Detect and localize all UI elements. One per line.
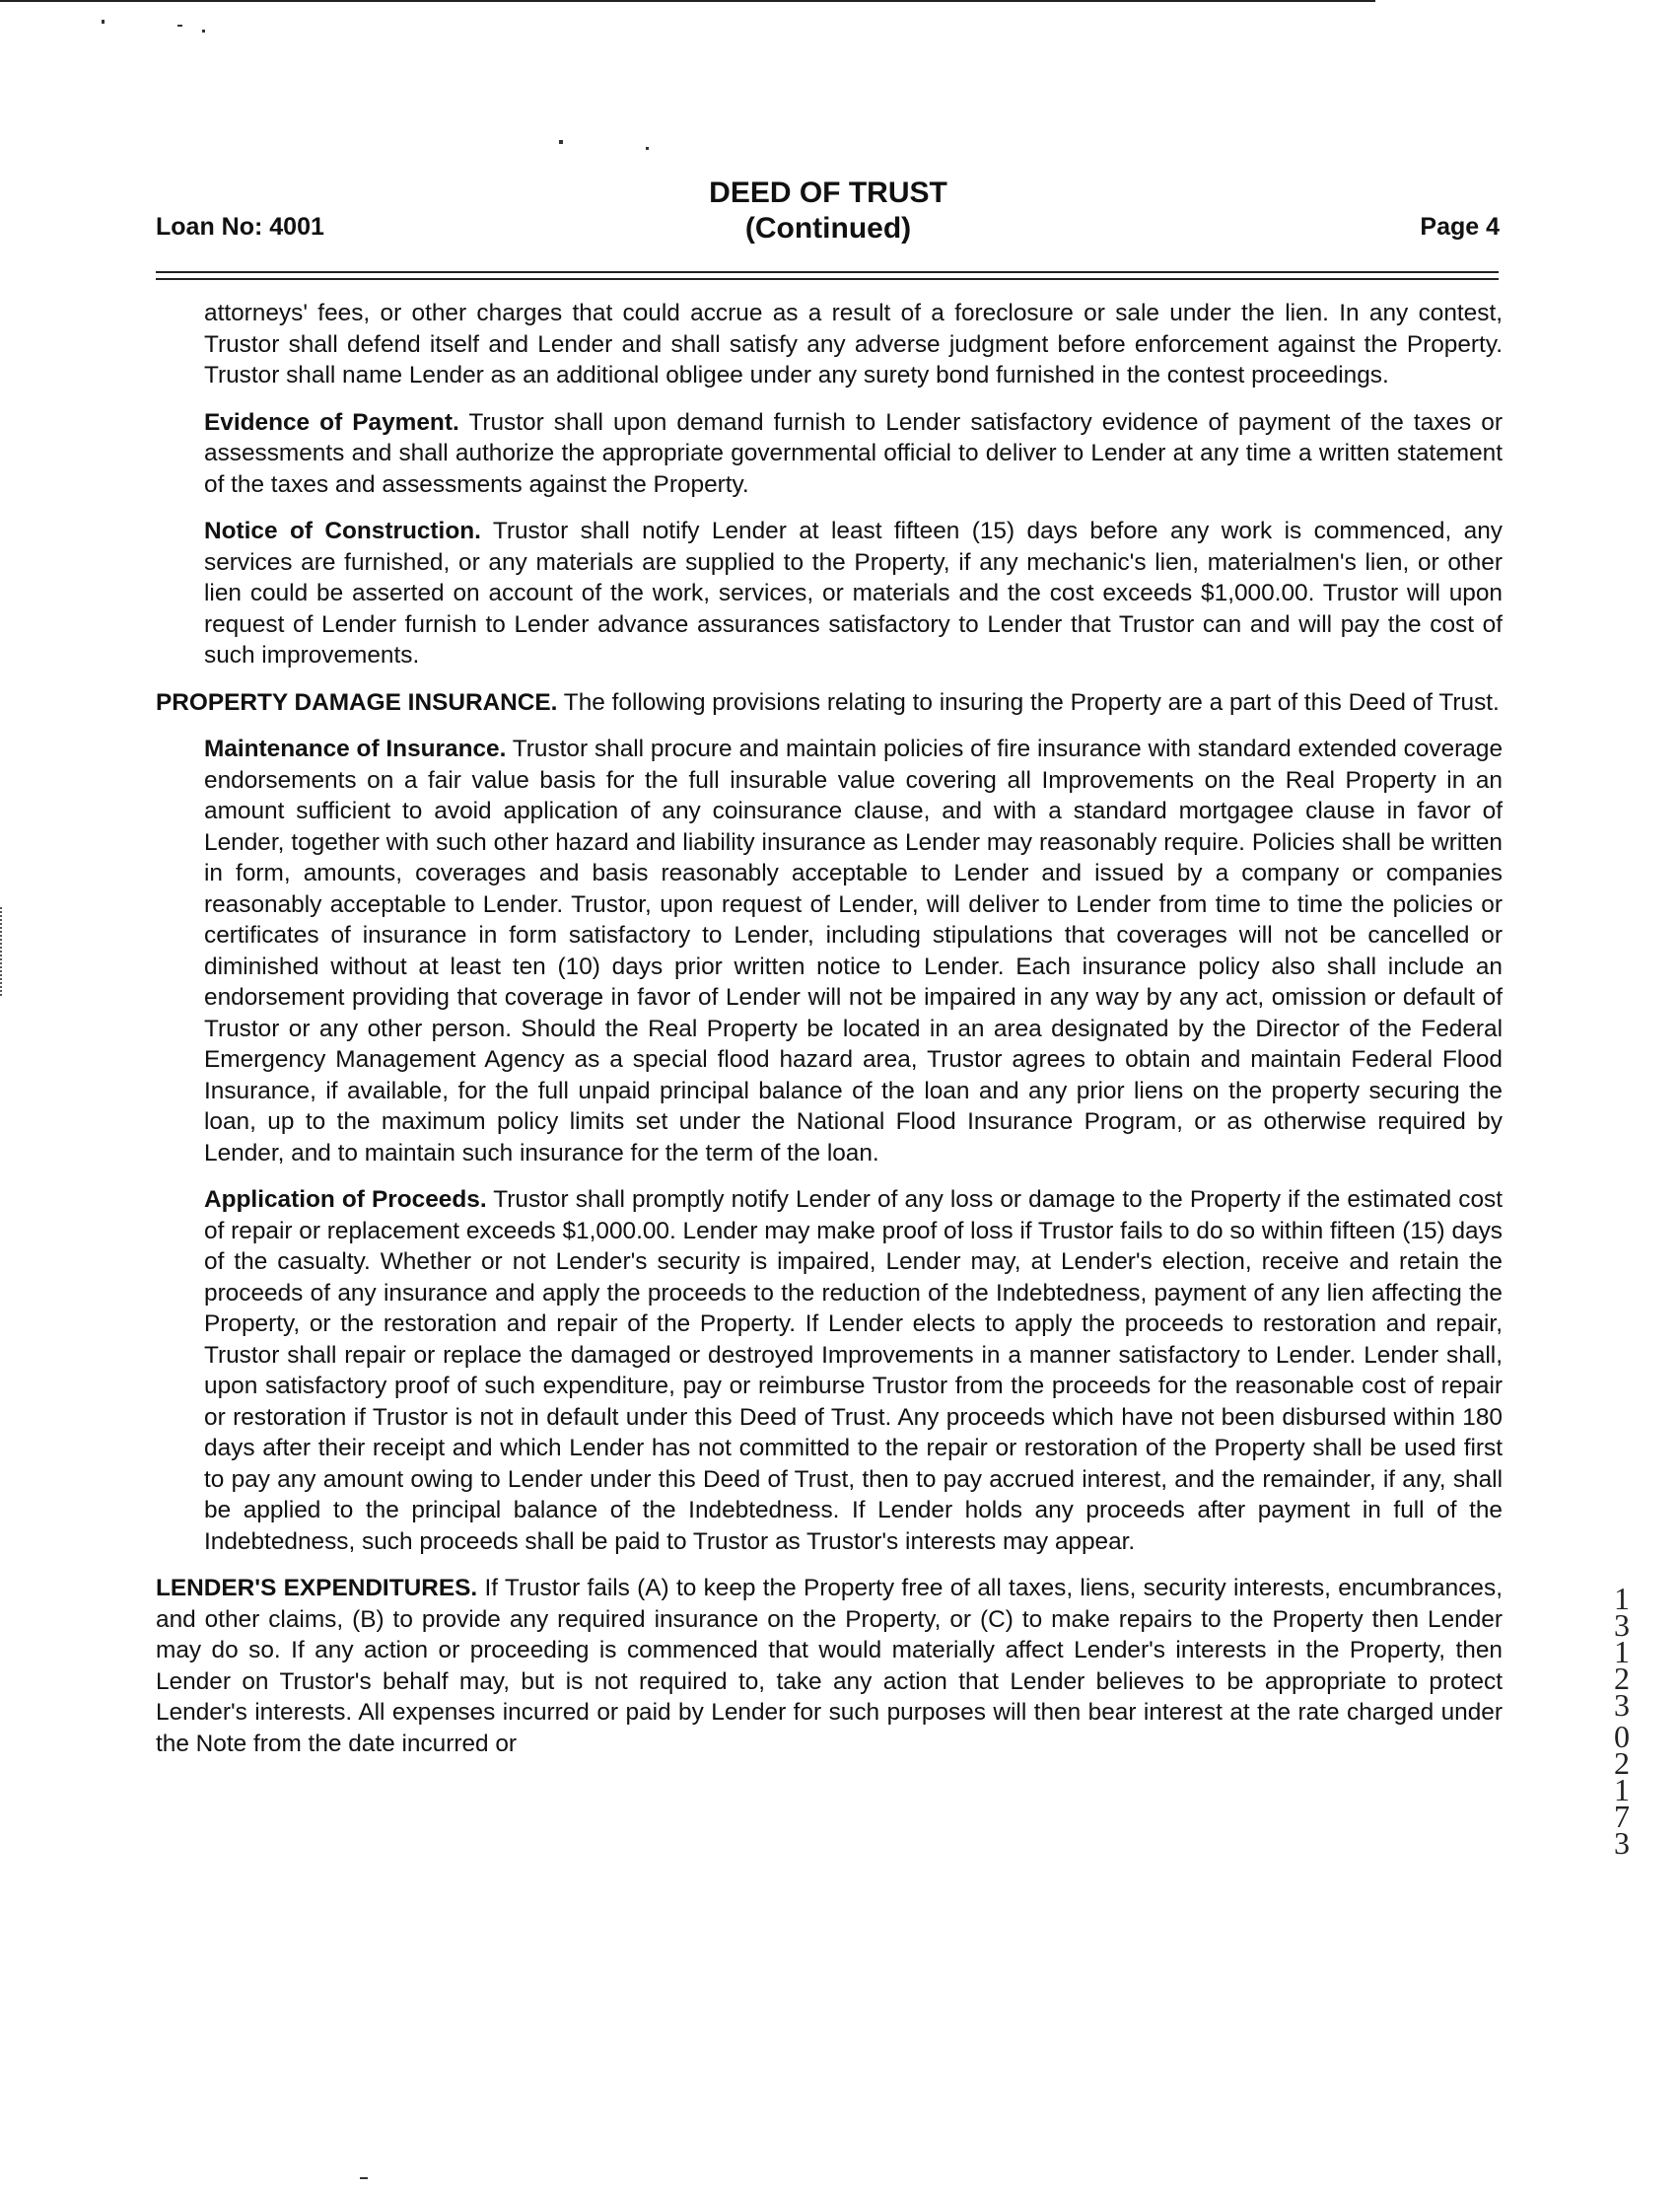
paragraph-application-of-proceeds (204, 1184, 1503, 1557)
page-number: Page 4 (1420, 213, 1500, 241)
side-stamp-line-1: 1 3 1 2 3 (1614, 1581, 1630, 1723)
paragraph-notice-of-construction (204, 516, 1503, 671)
scan-speck (202, 30, 205, 33)
title-line-1: DEED OF TRUST (709, 177, 947, 209)
scan-bottom-mark (360, 2177, 368, 2179)
paragraph-heading: Application of Proceeds. (204, 1186, 487, 1213)
paragraph-text: The following provisions relating to insuring the Property are a part of this Deed of Trust. (557, 688, 1500, 716)
scan-speck (177, 25, 182, 27)
paragraph-heading: Notice of Construction. (204, 518, 481, 544)
scan-speck (646, 147, 649, 150)
paragraph-heading: Maintenance of Insurance. (204, 736, 507, 762)
paragraph-text: Trustor shall notify Lender at least fifteen (15) days before any work is commenced, any services are furnished, or any materials are supplied to the Property, if any mechanic's lien, materialmen's lien, or other lien could be asserted on account of the work, services, or materials and the cost exceeds $1,000.00. Trustor will upon request of Lender furnish to Lender advance assurances satisfactory to Lender that Trustor can and will pay the cost of such improvements. (204, 518, 1503, 669)
scan-left-edge-mark (0, 907, 4, 996)
header-rule-bottom (156, 278, 1499, 280)
section-heading: PROPERTY DAMAGE INSURANCE. (156, 688, 558, 716)
paragraph-maintenance-of-insurance (204, 734, 1503, 1168)
scan-top-edge (0, 0, 1375, 2)
paragraph-evidence-of-payment (204, 407, 1503, 501)
section-heading: LENDER'S EXPENDITURES. (156, 1575, 478, 1601)
title-line-2: (Continued) (744, 212, 912, 245)
section-lenders-expenditures (156, 1573, 1503, 1759)
document-title (611, 176, 1045, 247)
loan-number: Loan No: 4001 (156, 213, 324, 241)
header-rule-top (156, 271, 1499, 273)
section-property-damage-insurance (156, 687, 1503, 719)
paragraph-heading: Evidence of Payment. (204, 408, 459, 436)
paragraph-text: Trustor shall promptly notify Lender of any loss or damage to the Property if the estimated cost of repair or replacement exceeds $1,000.00. Lender may make proof of loss if Trustor fails to do so within fifteen (15) days of the casualty. Whether or not Lender's security is impaired, Lender may, at Lender's election, receive and retain the proceeds of any insurance and apply the proceeds to the reduction of the Indebtedness, payment of any lien affecting the Property, or the restoration and repair of the Property. If Lender elects to apply the proceeds to restoration and repair, Trustor shall repair or replace the damaged or destroyed Improvements in a manner satisfactory to Lender. Lender shall, upon satisfactory proof of such expenditure, pay or reimburse Trustor from the proceeds for the reasonable cost of repair or restoration if Trustor is not in default under this Deed of Trust. Any proceeds which have not been disbursed within 180 days after their receipt and which Lender has not committed to the repair or restoration of the Property shall be used first to pay any amount owing to Lender under this Deed of Trust, then to pay accrued interest, and the remainder, if any, shall be applied to the principal balance of the Indebtedness. If Lender holds any proceeds after payment in full of the Indebtedness, such proceeds shall be paid to Trustor as Trustor's interests may appear. (204, 1186, 1503, 1555)
paragraph-text: Trustor shall procure and maintain policies of fire insurance with standard extended coverage endorsements on a fair value basis for the full insurable value covering all Improvements on the Real Property in an amount sufficient to avoid application of any coinsurance clause, and with a standard mortgagee clause in favor of Lender, together with such other hazard and liability insurance as Lender may reasonably require. Policies shall be written in form, amounts, coverages and basis reasonably acceptable to Lender and issued by a company or companies reasonably acceptable to Lender. Trustor, upon request of Lender, will deliver to Lender from time to time the policies or certificates of insurance in form satisfactory to Lender, including stipulations that coverages will not be cancelled or diminished without at least ten (10) days prior written notice to Lender. Each insurance policy also shall include an endorsement providing that coverage in favor of Lender will not be impaired in any way by any act, omission or default of Trustor or any other person. Should the Real Property be located in an area designated by the Director of the Federal Emergency Management Agency as a special flood hazard area, Trustor agrees to obtain and maintain Federal Flood Insurance, if available, for the full unpaid principal balance of the loan and any prior liens on the property securing the loan, up to the maximum policy limits set under the National Flood Insurance Program, or as otherwise required by Lender, and to maintain such insurance for the term of the loan. (204, 736, 1504, 1166)
paragraph-contest (204, 298, 1503, 391)
side-stamp-line-2: 0 2 1 7 3 (1614, 1719, 1630, 1861)
paragraph-text: If Trustor fails (A) to keep the Property free of all taxes, liens, security interests, encumbrances, and other claims, (B) to provide any required insurance on the Property, or (C) to make repairs to the Property then Lender may do so. If any action or proceeding is commenced that would materially affect Lender's interests in the Property, then Lender on Trustor's behalf may, but is not required to, take any action that Lender believes to be appropriate to protect Lender's interests. All expenses incurred or paid by Lender for such purposes will then bear interest at the rate charged under the Note from the date incurred or (156, 1575, 1503, 1757)
paragraph-text: Trustor shall upon demand furnish to Lender satisfactory evidence of payment of the taxes or assessments and shall authorize the appropriate governmental official to deliver to Lender at any time a written statement of the taxes and assessments against the Property. (204, 408, 1503, 498)
paragraph-text: attorneys' fees, or other charges that could accrue as a result of a foreclosure or sale under the lien. In any contest, Trustor shall defend itself and Lender and shall satisfy any adverse judgment before enforcement against the Property. Trustor shall name Lender as an additional obligee under any surety bond furnished in the contest proceedings. (204, 300, 1503, 389)
scan-speck (559, 140, 563, 144)
document-body (156, 298, 1503, 1775)
scan-speck (102, 20, 105, 24)
